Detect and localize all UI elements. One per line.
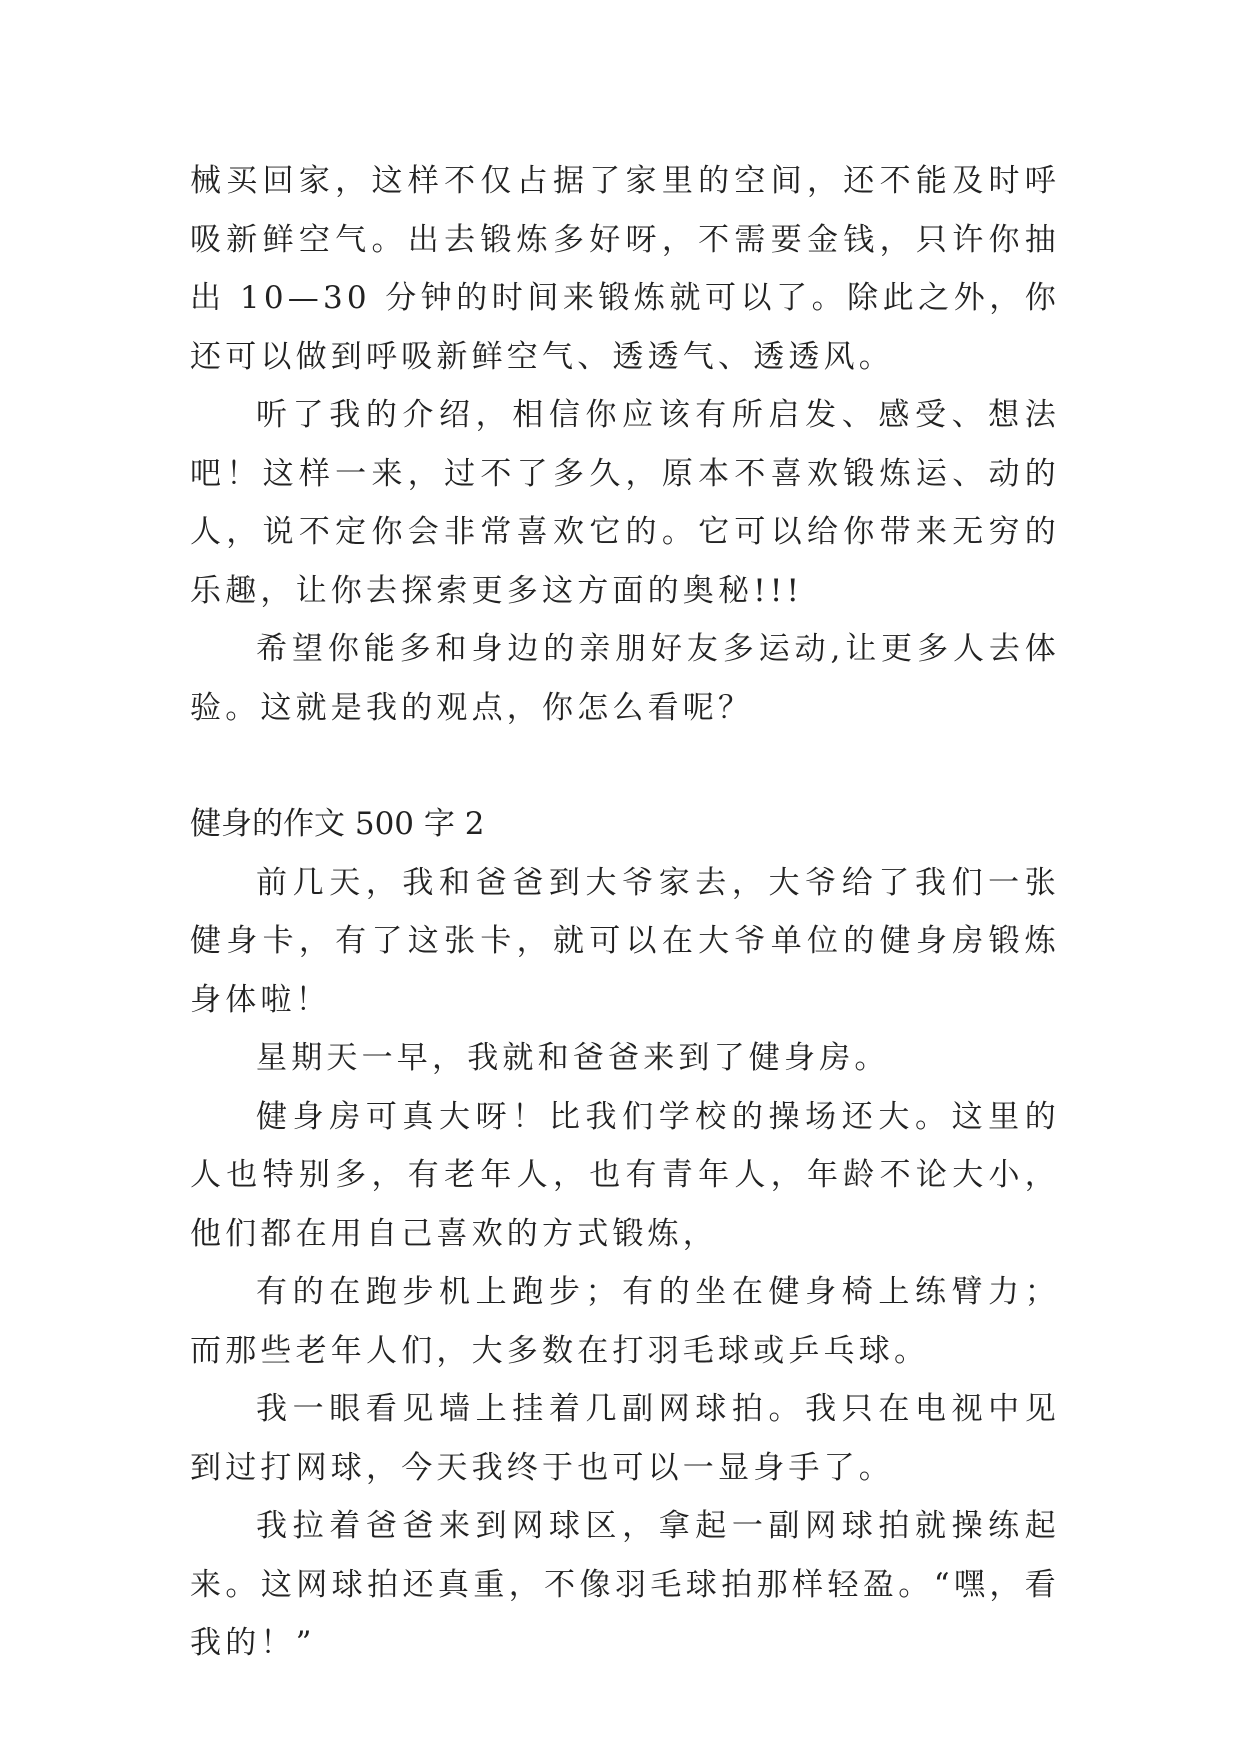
paragraph: 有的在跑步机上跑步；有的坐在健身椅上练臂力；而那些老年人们，大多数在打羽毛球或乒乓球。: [190, 1274, 1060, 1369]
paragraph: 希望你能多和身边的亲朋好友多运动,让更多人去体验。这就是我的观点，你怎么看呢？: [190, 631, 1060, 726]
paragraph: 健身房可真大呀！比我们学校的操场还大。这里的人也特别多，有老年人，也有青年人，年龄不论大小，他们都在用自己喜欢的方式锻炼，: [190, 1098, 1060, 1252]
section-heading: 健身的作文 500 字 2: [190, 806, 485, 842]
document-page: [190, 152, 1060, 1673]
paragraph: 我拉着爸爸来到网球区，拿起一副网球拍就操练起来。这网球拍还真重，不像羽毛球拍那样轻盈。“嘿，看我的！”: [190, 1508, 1060, 1661]
paragraph: 听了我的介绍，相信你应该有所启发、感受、想法吧！这样一来，过不了多久，原本不喜欢锻炼运、动的人，说不定你会非常喜欢它的。它可以给你带来无穷的乐趣，让你去探索更多这方面的奥秘!!!: [190, 397, 1060, 609]
paragraph: 前几天，我和爸爸到大爷家去，大爷给了我们一张健身卡，有了这张卡，就可以在大爷单位的健身房锻炼身体啦！: [190, 864, 1060, 1018]
paragraph: 我一眼看见墙上挂着几副网球拍。我只在电视中见到过打网球，今天我终于也可以一显身手了。: [190, 1391, 1060, 1486]
paragraph: 星期天一早，我就和爸爸来到了健身房。: [256, 1040, 890, 1076]
paragraph: 械买回家，这样不仅占据了家里的空间，还不能及时呼吸新鲜空气。出去锻炼多好呀，不需要金钱，只许你抽出 10—30 分钟的时间来锻炼就可以了。除此之外，你还可以做到呼吸新鲜空气、透透气、透透风。: [190, 163, 1060, 375]
